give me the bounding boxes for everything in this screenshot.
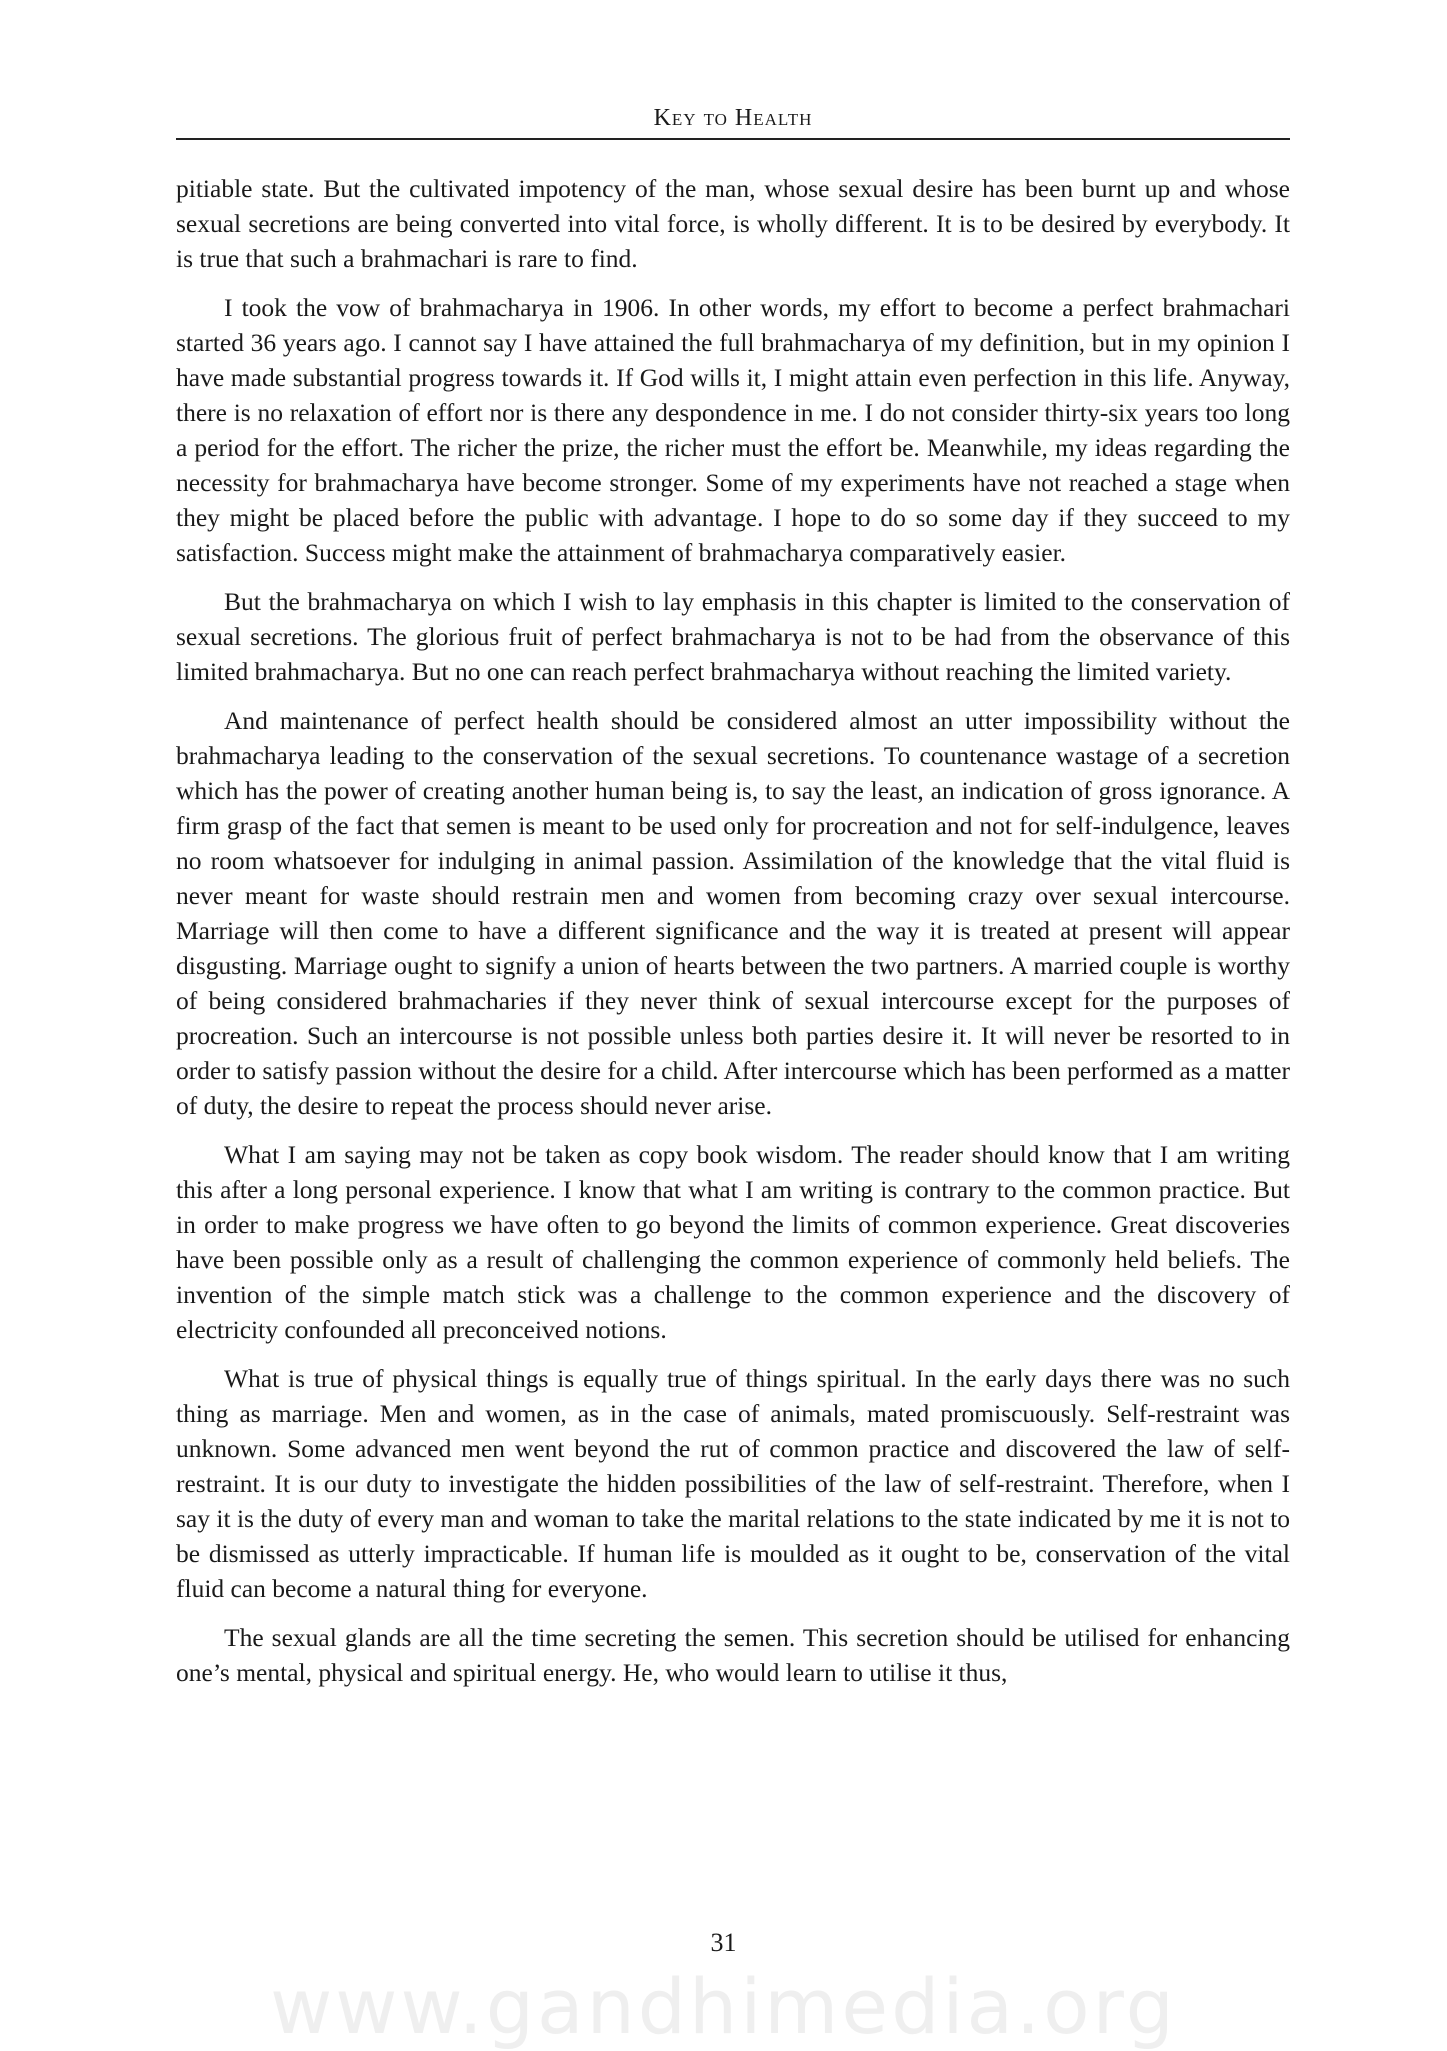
page-number: 31 xyxy=(710,1928,737,1957)
paragraph: The sexual glands are all the time secreting the semen. This secretion should be utilised for enhancing one’s mental, physical and spiritual energy. He, who would learn to utilise it thus, xyxy=(176,1623,1290,1687)
paragraph: What is true of physical things is equally true of things spiritual. In the early days there was no such thing as marriage. Men and women, as in the case of animals, mated promiscuously. Self-restraint was unknown. Some advanced men went beyond the rut of common practice and discovered the law of self-restraint. It is our duty to investigate the hidden possibilities of the law of self-restraint. Therefore, when I say it is the duty of every man and woman to take the marital relations to the state indicated by me it is not to be dismissed as utterly impracticable. If human life is moulded as it ought to be, conservation of the vital fluid can become a natural thing for everyone. xyxy=(176,1364,1290,1603)
running-header xyxy=(176,100,1290,140)
page-body xyxy=(176,171,1290,1704)
paragraph: I took the vow of brahmacharya in 1906. In other words, my effort to become a perfect brahmachari started 36 years ago. I cannot say I have attained the full brahmacharya of my definition, but in my opinion I have made substantial progress towards it. If God wills it, I might attain even perfection in this life. Anyway, there is no relaxation of effort nor is there any despondence in me. I do not consider thirty-six years too long a period for the effort. The richer the prize, the richer must the effort be. Meanwhile, my ideas regarding the necessity for brahmacharya have become stronger. Some of my experiments have not reached a stage when they might be placed before the public with advantage. I hope to do so some day if they succeed to my satisfaction. Success might make the attainment of brahmacharya comparatively easier. xyxy=(176,293,1290,567)
paragraph: What I am saying may not be taken as copy book wisdom. The reader should know that I am writing this after a long personal experience. I know that what I am writing is contrary to the common practice. But in order to make progress we have often to go beyond the limits of common experience. Great discoveries have been possible only as a result of challenging the common experience of commonly held beliefs. The invention of the simple match stick was a challenge to the common experience and the discovery of electricity confounded all preconceived notions. xyxy=(176,1140,1290,1344)
paragraph: But the brahmacharya on which I wish to lay emphasis in this chapter is limited to the conservation of sexual secretions. The glorious fruit of perfect brahmacharya is not to be had from the observance of this limited brahmacharya. But no one can reach perfect brahmacharya without reaching the limited variety. xyxy=(176,587,1290,686)
header-title: Key to Health xyxy=(653,105,813,131)
paragraph: And maintenance of perfect health should be considered almost an utter impossibility without the brahmacharya leading to the conservation of the sexual secretions. To countenance wastage of a secretion which has the power of creating another human being is, to say the least, an indication of gross ignorance. A firm grasp of the fact that semen is meant to be used only for procreation and not for self-indulgence, leaves no room whatsoever for indulging in animal passion. Assimilation of the knowledge that the vital fluid is never meant for waste should restrain men and women from becoming crazy over sexual intercourse. Marriage will then come to have a different significance and the way it is treated at present will appear disgusting. Marriage ought to signify a union of hearts between the two partners. A married couple is worthy of being considered brahmacharies if they never think of sexual intercourse except for the purposes of procreation. Such an intercourse is not possible unless both parties desire it. It will never be resorted to in order to satisfy passion without the desire for a child. After intercourse which has been performed as a matter of duty, the desire to repeat the process should never arise. xyxy=(176,706,1290,1120)
paragraph: pitiable state. But the cultivated impotency of the man, whose sexual desire has been burnt up and whose sexual secretions are being converted into vital force, is wholly different. It is to be desired by everybody. It is true that such a brahmachari is rare to find. xyxy=(176,174,1290,273)
watermark: www.gandhimedia.org xyxy=(270,1962,1177,2051)
